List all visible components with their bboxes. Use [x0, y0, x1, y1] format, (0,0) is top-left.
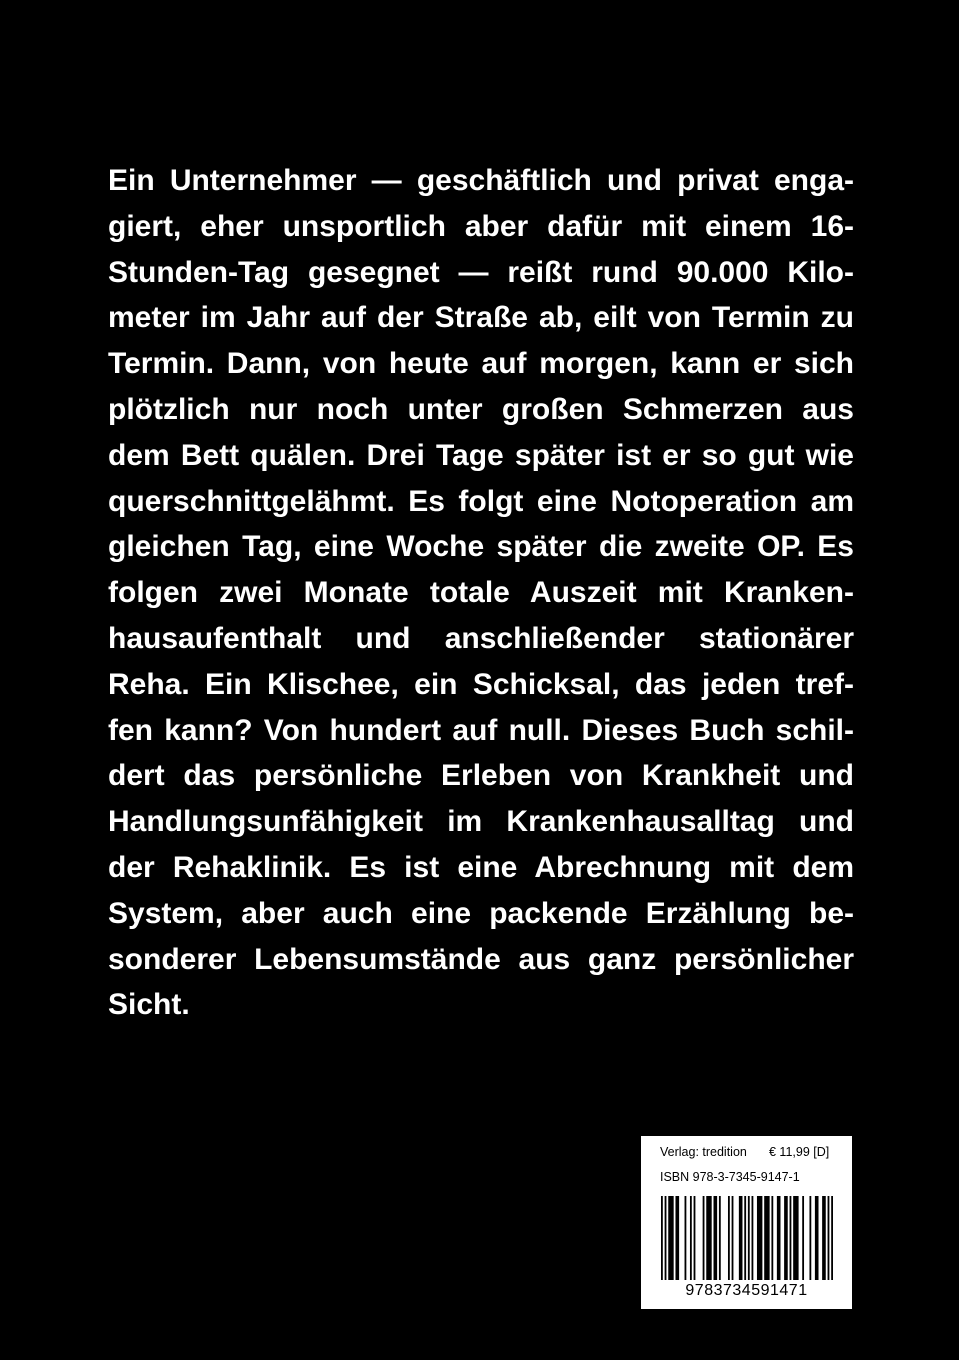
barcode-bar [739, 1196, 743, 1280]
blurb-line: Reha. Ein Klischee, ein Schicksal, das jeden tref- [108, 667, 854, 701]
barcode-bar [802, 1196, 804, 1280]
barcode-bar [815, 1196, 819, 1280]
barcode-bar [764, 1196, 769, 1280]
barcode-bar [784, 1196, 788, 1280]
publisher-label: Verlag: tredition [660, 1145, 747, 1159]
barcode-bar [665, 1196, 667, 1280]
blurb-line: Termin. Dann, von heute auf morgen, kann er sich [108, 347, 854, 381]
blurb-line: folgen zwei Monate totale Auszeit mit Kranken- [108, 576, 854, 610]
barcode-bar [777, 1196, 781, 1280]
barcode-bar [793, 1196, 798, 1280]
barcode-bar [748, 1196, 750, 1280]
barcode-bar [822, 1196, 826, 1280]
barcode-bar [828, 1196, 830, 1280]
barcode-bar [757, 1196, 762, 1280]
barcode-bar [728, 1196, 730, 1280]
blurb-line: meter im Jahr auf der Straße ab, eilt von Termin zu [108, 301, 854, 335]
blurb-line: Handlungsunfähigkeit im Krankenhausalltag und [108, 805, 854, 839]
blurb-line: Stunden-Tag gesegnet — reißt rund 90.000 Kilo- [108, 255, 854, 289]
barcode-bar [703, 1196, 705, 1280]
barcode-bars [661, 1196, 833, 1280]
blurb-line: Sicht. [108, 988, 190, 1022]
barcode-bar [694, 1196, 696, 1280]
blurb-line: dem Bett quälen. Drei Tage später ist er so gut wie [108, 438, 854, 472]
barcode-bar [831, 1196, 833, 1280]
blurb-line: querschnittgelähmt. Es folgt eine Notoperation am [108, 484, 854, 518]
price-label: € 11,99 [D] [769, 1145, 830, 1159]
barcode-bar [771, 1196, 773, 1280]
barcode-bar [752, 1196, 754, 1280]
barcode-box [641, 1136, 852, 1309]
blurb-line: plötzlich nur noch unter großen Schmerzen aus [108, 392, 854, 426]
barcode-bar [706, 1196, 711, 1280]
isbn-label: ISBN 978-3-7345-9147-1 [660, 1170, 800, 1184]
barcode-bar [690, 1196, 692, 1280]
barcode-bar [719, 1196, 721, 1280]
blurb-line: dert das persönliche Erleben von Krankheit und [108, 759, 854, 793]
blurb-line: System, aber auch eine packende Erzählung be- [108, 896, 854, 930]
blurb-line: hausaufenthalt und anschließender stationärer [108, 621, 854, 655]
blurb-line: Ein Unternehmer — geschäftlich und privat enga- [108, 164, 854, 197]
barcode-digits: 9783734591471 [685, 1282, 808, 1299]
blurb-line: giert, eher unsportlich aber dafür mit einem 16- [108, 209, 854, 243]
barcode-bar [675, 1196, 679, 1280]
blurb-line: sonderer Lebensumstände aus ganz persönlicher [108, 942, 854, 976]
barcode-bar [809, 1196, 811, 1280]
barcode-bar [732, 1196, 734, 1280]
barcode-bar [668, 1196, 673, 1280]
back-cover-blurb [108, 158, 854, 1028]
barcode-bar [685, 1196, 687, 1280]
blurb-line: fen kann? Von hundert auf null. Dieses Buch schil- [108, 713, 854, 747]
barcode-bar [661, 1196, 663, 1280]
barcode-bar [744, 1196, 746, 1280]
barcode-bar [714, 1196, 718, 1280]
blurb-line: der Rehaklinik. Es ist eine Abrechnung mit dem [108, 850, 854, 884]
barcode-bar [790, 1196, 792, 1280]
blurb-line: gleichen Tag, eine Woche später die zweite OP. Es [108, 530, 854, 564]
